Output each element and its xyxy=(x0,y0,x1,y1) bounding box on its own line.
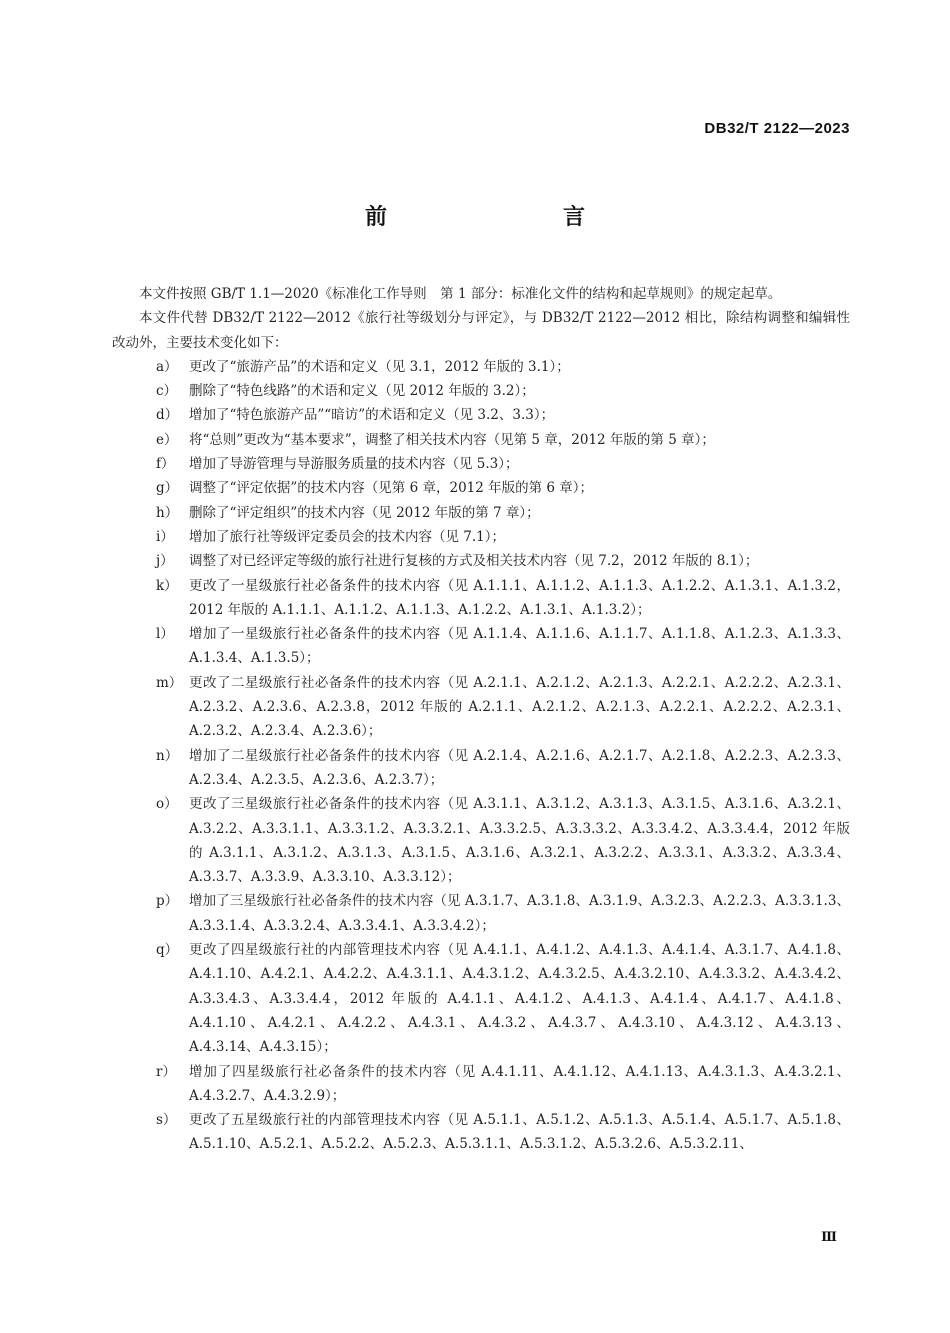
change-item-text: 将“总则”更改为“基本要求”，调整了相关技术内容（见第 5 章，2012 年版的第 5 章）； xyxy=(189,431,715,448)
change-item-text: 更改了一星级旅行社必备条件的技术内容（见 A.1.1.1、A.1.1.2、A.1.1.3、A.1.2.2、A.1.3.1、A.1.3.2，2012 年版的 A.1.1.1、A.1.1.2、A.1.1.3、A.1.2.2、A.1.3.1、A.1.3.2）； xyxy=(189,577,850,618)
change-item-text: 增加了二星级旅行社必备条件的技术内容（见 A.2.1.4、A.2.1.6、A.2.1.7、A.2.1.8、A.2.2.3、A.2.3.3、A.2.3.4、A.2.3.5、A.2.3.6、A.2.3.7）； xyxy=(189,747,850,788)
change-item-tag: e） xyxy=(156,431,178,448)
change-item-text: 更改了四星级旅行社的内部管理技术内容（见 A.4.1.1、A.4.1.2、A.4.1.3、A.4.1.4、A.3.1.7、A.4.1.8、A.4.1.10、A.4.2.1、A.4.2.2、A.4.3.1.1、A.4.3.1.2、A.4.3.2.5、A.4.3.2.10、A.4.3.3.2、A.4.3.4.2、A.3.3.4.3、A.3.3.4.4，2012 年版的 A.4.1.1、A.4.1.2、A.4.1.3、A.4.1.4、A.4.1.7、A.4.1.8、A.4.1.10、A.4.2.1、A.4.2.2、A.4.3.1、A.4.3.2、A.4.3.7、A.4.3.10、A.4.3.12、A.4.3.13、A.4.3.14、A.4.3.15）； xyxy=(189,942,850,1056)
change-item-text: 增加了三星级旅行社必备条件的技术内容（见 A.3.1.7、A.3.1.8、A.3.1.9、A.3.2.3、A.2.2.3、A.3.3.1.3、A.3.3.1.4、A.3.3.2.4、A.3.3.4.1、A.3.3.4.2）； xyxy=(189,893,850,934)
change-item-tag: q） xyxy=(156,942,179,959)
change-item xyxy=(112,403,850,427)
page-title: 前 言 xyxy=(364,205,629,230)
change-item-tag: s） xyxy=(156,1112,177,1129)
change-item-tag: r） xyxy=(156,1063,176,1080)
change-item xyxy=(112,1108,850,1157)
change-item-tag: n） xyxy=(156,747,179,764)
change-item-tag: c） xyxy=(156,383,178,400)
change-item xyxy=(112,938,850,1059)
change-item-tag: i） xyxy=(156,528,174,545)
change-item xyxy=(112,355,850,379)
change-item-tag: p） xyxy=(156,893,179,910)
change-item-text: 删除了“特色线路”的术语和定义（见 2012 年版的 3.2）； xyxy=(189,383,535,400)
change-item-tag: a） xyxy=(156,358,178,375)
change-item-text: 增加了导游管理与导游服务质量的技术内容（见 5.3）； xyxy=(189,456,519,473)
change-item-text: 调整了“评定依据”的技术内容（见第 6 章，2012 年版的第 6 章）； xyxy=(189,480,594,497)
change-item xyxy=(112,1060,850,1109)
change-item-tag: j） xyxy=(156,553,174,570)
change-item xyxy=(112,428,850,452)
change-item xyxy=(112,501,850,525)
change-item-tag: l） xyxy=(156,626,174,643)
change-item-tag: m） xyxy=(156,674,183,691)
change-item xyxy=(112,549,850,573)
paragraph-replacement-note: 本文件代替 DB32/T 2122—2012《旅行社等级划分与评定》，与 DB32/T 2122—2012 相比，除结构调整和编辑性改动外，主要技术变化如下： xyxy=(112,310,850,351)
change-item xyxy=(112,574,850,623)
change-item-text: 增加了“特色旅游产品”“暗访”的术语和定义（见 3.2、3.3）； xyxy=(189,407,555,424)
change-item-tag: h） xyxy=(156,504,179,521)
change-item-tag: k） xyxy=(156,577,178,594)
change-item-text: 增加了一星级旅行社必备条件的技术内容（见 A.1.1.4、A.1.1.6、A.1.1.7、A.1.1.8、A.1.2.3、A.1.3.3、A.1.3.4、A.1.3.5）； xyxy=(189,626,850,667)
standard-code: DB32/T 2122—2023 xyxy=(704,120,850,137)
change-item xyxy=(112,671,850,744)
change-item xyxy=(112,792,850,889)
change-item-text: 更改了“旅游产品”的术语和定义（见 3.1，2012 年版的 3.1）； xyxy=(189,358,570,375)
change-item-tag: f） xyxy=(156,456,175,473)
change-item-text: 删除了“评定组织”的技术内容（见 2012 年版的第 7 章）； xyxy=(189,504,540,521)
change-item-tag: o） xyxy=(156,796,178,813)
change-item xyxy=(112,525,850,549)
change-item-text: 更改了三星级旅行社必备条件的技术内容（见 A.3.1.1、A.3.1.2、A.3.1.3、A.3.1.5、A.3.1.6、A.3.2.1、A.3.2.2、A.3.3.1.1、A.3.3.1.2、A.3.3.2.1、A.3.3.2.5、A.3.3.3.2、A.3.3.4.2、A.3.3.4.4，2012 年版的 A.3.1.1、A.3.1.2、A.3.1.3、A.3.1.5、A.3.1.6、A.3.2.1、A.3.2.2、A.3.3.1、A.3.3.2、A.3.3.4、A.3.3.7、A.3.3.9、A.3.3.10、A.3.3.12）； xyxy=(189,796,850,886)
paragraph-drafting-basis: 本文件按照 GB/T 1.1—2020《标准化工作导则 第 1 部分：标准化文件的结构和起草规则》的规定起草。 xyxy=(139,286,782,302)
change-item xyxy=(112,379,850,403)
change-item-text: 增加了旅行社等级评定委员会的技术内容（见 7.1）； xyxy=(189,528,506,545)
change-item xyxy=(112,476,850,500)
change-item xyxy=(112,452,850,476)
change-item-text: 增加了四星级旅行社必备条件的技术内容（见 A.4.1.11、A.4.1.12、A.4.1.13、A.4.3.1.3、A.4.3.2.1、A.4.3.2.7、A.4.3.2.9）； xyxy=(189,1063,850,1104)
change-item-text: 更改了二星级旅行社必备条件的技术内容（见 A.2.1.1、A.2.1.2、A.2.1.3、A.2.2.1、A.2.2.2、A.2.3.1、A.2.3.2、A.2.3.6、A.2.3.8，2012 年版的 A.2.1.1、A.2.1.2、A.2.1.3、A.2.2.1、A.2.2.2、A.2.3.1、A.2.3.2、A.2.3.4、A.2.3.6）； xyxy=(189,674,850,740)
document-body xyxy=(112,282,850,1157)
change-item-text: 调整了对已经评定等级的旅行社进行复核的方式及相关技术内容（见 7.2，2012 年版的 8.1）； xyxy=(189,553,759,570)
change-item xyxy=(112,744,850,793)
change-item-text: 更改了五星级旅行社的内部管理技术内容（见 A.5.1.1、A.5.1.2、A.5.1.3、A.5.1.4、A.5.1.7、A.5.1.8、A.5.1.10、A.5.2.1、A.5.2.2、A.5.2.3、A.5.3.1.1、A.5.3.1.2、A.5.3.2.6、A.5.3.2.11、 xyxy=(189,1112,850,1153)
change-item xyxy=(112,622,850,671)
change-item-tag: g） xyxy=(156,480,179,497)
change-item xyxy=(112,889,850,938)
page-number: Ⅲ xyxy=(821,1230,837,1245)
change-item-tag: d） xyxy=(156,407,179,424)
